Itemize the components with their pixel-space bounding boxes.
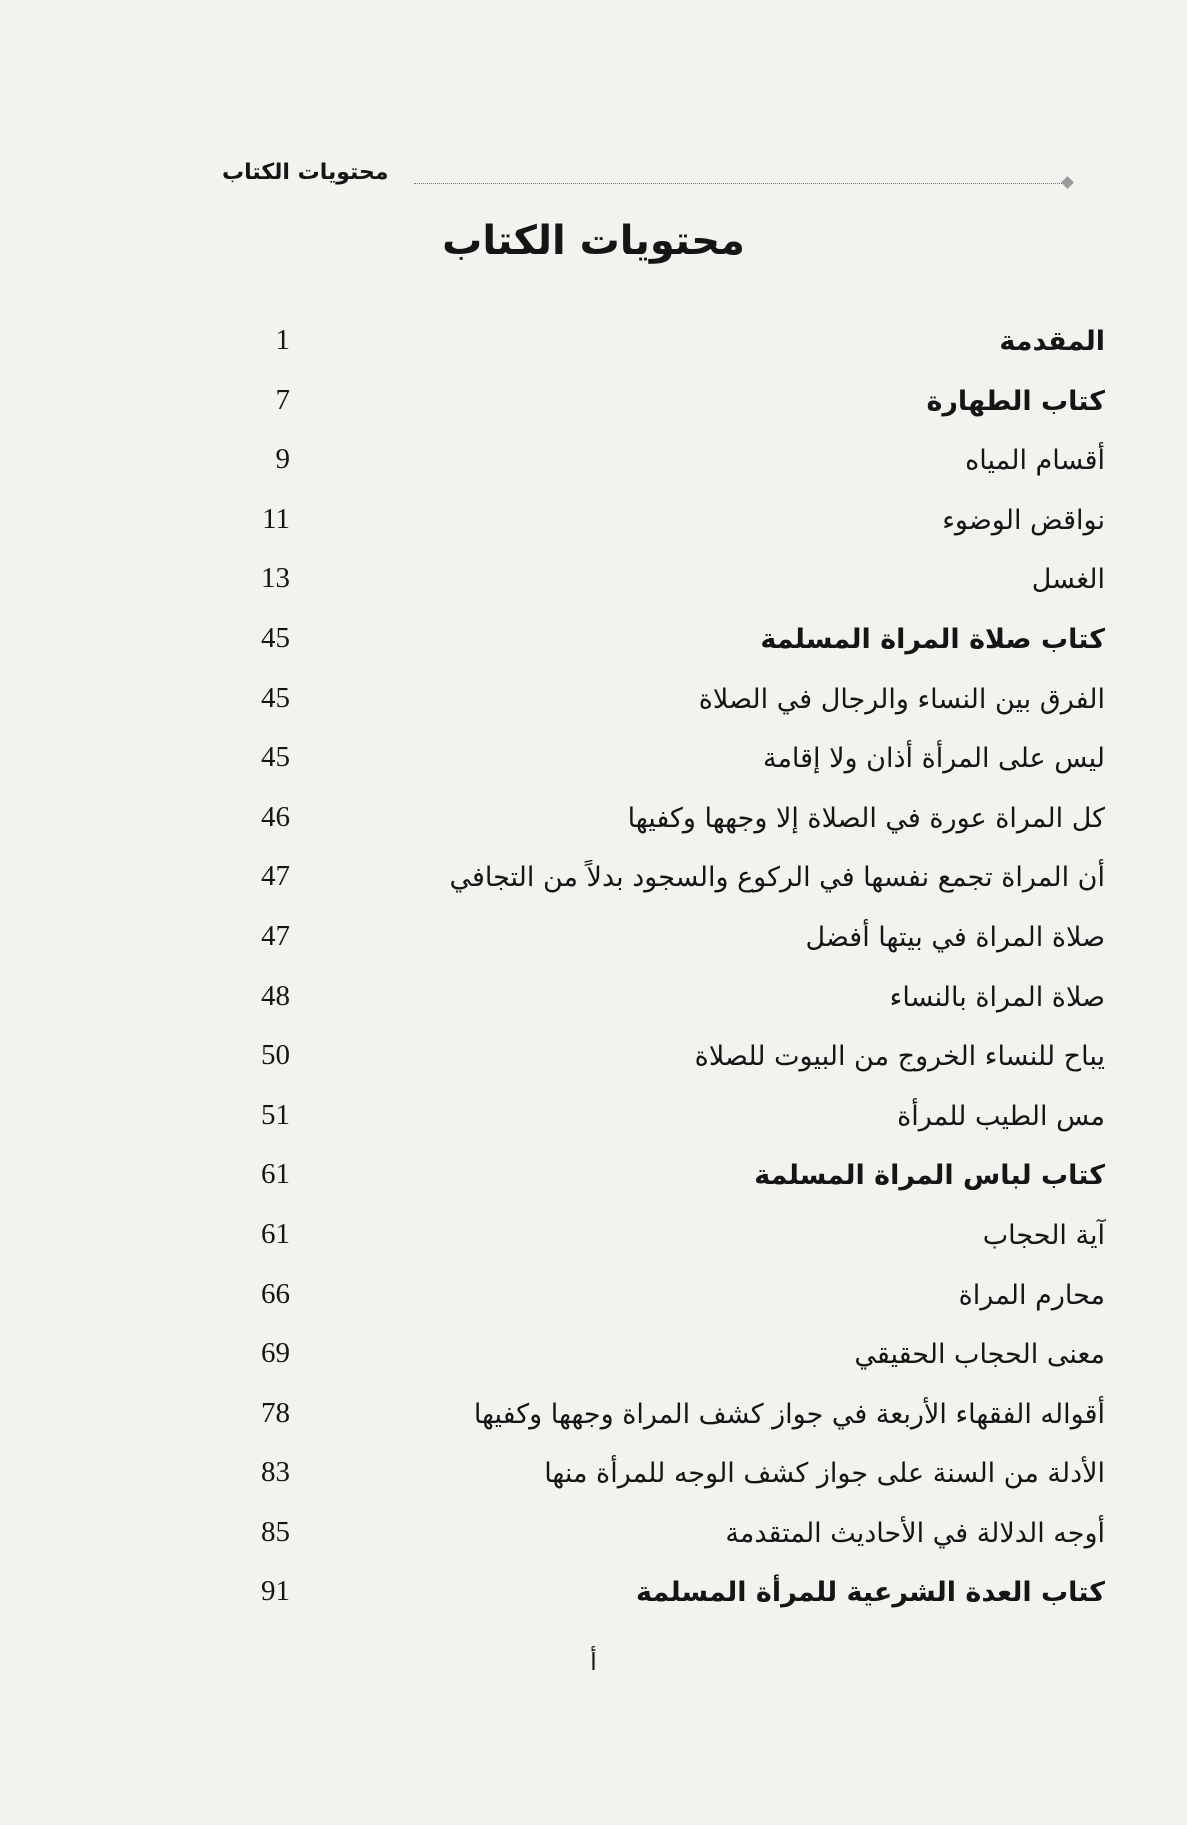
toc-entry-title: الفرق بين النساء والرجال في الصلاة [698, 683, 1105, 715]
toc-entry [0, 678, 1187, 738]
toc-entry [0, 618, 1187, 678]
toc-entry [0, 1333, 1187, 1393]
toc-entry-page: 48 [261, 979, 290, 1012]
toc-entry-title: ليس على المرأة أذان ولا إقامة [762, 743, 1105, 775]
toc-entry-title: كل المراة عورة في الصلاة إلا وجهها وكفيها [627, 802, 1105, 834]
toc-entry-page: 50 [261, 1039, 290, 1072]
toc-entry-page: 83 [261, 1456, 290, 1489]
toc-entry-page: 66 [261, 1277, 290, 1310]
toc-entry [0, 439, 1187, 499]
toc-entry-page: 85 [261, 1515, 290, 1548]
toc-entry-page: 61 [261, 1158, 290, 1191]
toc-entry-title: يباح للنساء الخروج من البيوت للصلاة [694, 1041, 1105, 1073]
toc-entry [0, 976, 1187, 1036]
toc-entry-page: 1 [275, 324, 290, 356]
toc-entry-title: صلاة المراة في بيتها أفضل [805, 921, 1105, 953]
table-of-contents [0, 320, 1187, 1631]
toc-entry [0, 856, 1187, 916]
toc-entry-page: 7 [275, 383, 290, 416]
toc-entry-title: آية الحجاب [982, 1219, 1105, 1251]
toc-entry-page: 47 [261, 919, 290, 952]
toc-entry [0, 320, 1187, 380]
toc-entry [0, 916, 1187, 976]
toc-entry-title: كتاب الطهارة [926, 385, 1105, 417]
running-head: محتويات الكتاب [222, 160, 389, 185]
toc-entry-title: أقسام المياه [965, 445, 1105, 477]
toc-entry-page: 78 [261, 1396, 290, 1429]
toc-entry-title: الأدلة من السنة على جواز كشف الوجه للمرأة منها [544, 1458, 1105, 1490]
toc-entry-page: 13 [261, 562, 290, 595]
toc-entry [0, 1393, 1187, 1453]
toc-entry [0, 1214, 1187, 1274]
toc-entry [0, 558, 1187, 618]
toc-entry-title: أن المراة تجمع نفسها في الركوع والسجود بدلاً من التجافي [449, 862, 1105, 894]
toc-entry-page: 47 [261, 860, 290, 893]
toc-entry-page: 61 [261, 1217, 290, 1250]
toc-entry [0, 380, 1187, 440]
toc-entry [0, 737, 1187, 797]
toc-entry-page: 51 [261, 1098, 290, 1131]
toc-entry-page: 9 [275, 443, 290, 476]
toc-entry-title: المقدمة [999, 326, 1105, 357]
toc-entry-page: 45 [261, 741, 290, 774]
toc-entry-title: أقواله الفقهاء الأربعة في جواز كشف المراة وجهها وكفيها [473, 1398, 1105, 1430]
toc-entry [0, 499, 1187, 559]
toc-entry-title: كتاب العدة الشرعية للمرأة المسلمة [636, 1577, 1105, 1609]
toc-entry-title: صلاة المراة بالنساء [889, 981, 1105, 1013]
toc-entry-title: كتاب لباس المراة المسلمة [754, 1160, 1105, 1192]
toc-entry-title: نواقض الوضوء [942, 504, 1105, 536]
toc-entry [0, 1154, 1187, 1214]
page-number: أ [590, 1648, 597, 1676]
toc-entry [0, 797, 1187, 857]
toc-entry-title: كتاب صلاة المراة المسلمة [760, 623, 1105, 655]
toc-entry-page: 45 [261, 621, 290, 654]
toc-entry-page: 46 [261, 800, 290, 833]
toc-entry-page: 91 [261, 1575, 290, 1608]
toc-entry-page: 45 [261, 681, 290, 714]
toc-entry-title: مس الطيب للمرأة [897, 1100, 1105, 1132]
toc-entry-page: 11 [262, 502, 290, 535]
toc-entry [0, 1452, 1187, 1512]
toc-entry-title: معنى الحجاب الحقيقي [854, 1339, 1105, 1371]
toc-entry-page: 69 [261, 1337, 290, 1370]
toc-entry [0, 1035, 1187, 1095]
toc-entry-title: محارم المراة [958, 1279, 1105, 1311]
toc-entry [0, 1512, 1187, 1572]
toc-entry [0, 1095, 1187, 1155]
toc-entry [0, 1571, 1187, 1631]
header-rule [414, 183, 1070, 184]
diamond-ornament-icon [1061, 176, 1074, 189]
toc-entry-title: أوجه الدلالة في الأحاديث المتقدمة [725, 1517, 1105, 1549]
page-title: محتويات الكتاب [442, 218, 745, 264]
toc-entry-title: الغسل [1031, 564, 1105, 596]
toc-entry [0, 1274, 1187, 1334]
